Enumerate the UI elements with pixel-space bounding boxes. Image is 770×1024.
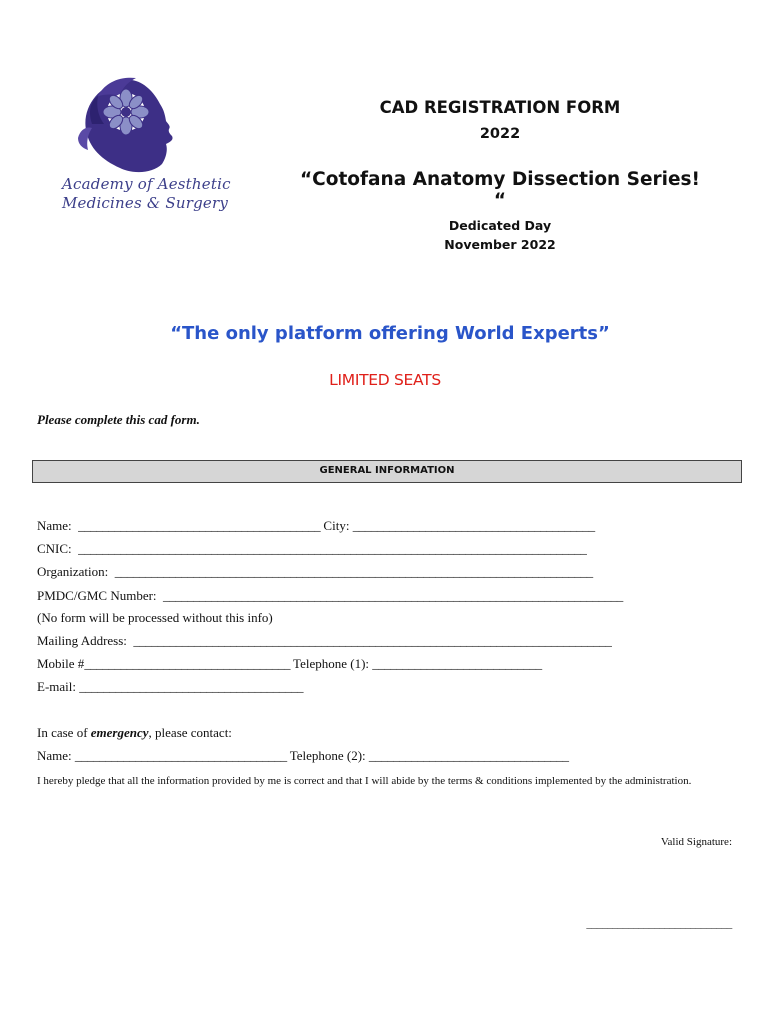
section-header-general-information bbox=[32, 460, 742, 483]
pledge-text: I hereby pledge that all the information provided by me is correct and that I will abide by the terms & conditions implemented by the administration. bbox=[37, 775, 692, 787]
mailing-address-field[interactable]: _______________________________________________________________________________ bbox=[133, 633, 612, 648]
limited-seats-notice: LIMITED SEATS bbox=[329, 371, 441, 389]
name-label: Name: bbox=[37, 518, 72, 533]
city-label: City: bbox=[323, 518, 350, 533]
section-label: GENERAL INFORMATION bbox=[319, 465, 455, 476]
email-field[interactable]: _____________________________________ bbox=[79, 679, 304, 694]
pmdc-row bbox=[37, 588, 623, 604]
email-label: E-mail: bbox=[37, 679, 76, 694]
series-title: “Cotofana Anatomy Dissection Series! “ bbox=[300, 169, 700, 211]
telephone2-label: Telephone (2): bbox=[289, 748, 366, 763]
emergency-intro bbox=[37, 725, 232, 741]
telephone1-label: Telephone (1): bbox=[293, 656, 370, 671]
name-city-row bbox=[37, 518, 595, 534]
emergency-intro-before: In case of bbox=[37, 725, 91, 740]
emergency-intro-after: , please contact: bbox=[148, 725, 232, 740]
dedicated-day: Dedicated Day bbox=[448, 218, 552, 233]
name-field[interactable]: ________________________________________ bbox=[78, 518, 321, 533]
mobile-label: Mobile # bbox=[37, 656, 85, 671]
signature-field[interactable]: ____________________________ bbox=[586, 918, 732, 930]
organization-label: Organization: bbox=[37, 564, 109, 579]
email-row bbox=[37, 679, 303, 695]
instructions: Please complete this cad form. bbox=[37, 412, 200, 427]
telephone1-field[interactable]: ____________________________ bbox=[372, 656, 542, 671]
pmdc-label: PMDC/GMC Number: bbox=[37, 588, 157, 603]
pmdc-note: (No form will be processed without this info) bbox=[37, 610, 273, 625]
logo-woman-silhouette-icon bbox=[58, 68, 228, 178]
cnic-label: CNIC: bbox=[37, 541, 72, 556]
logo-text-line-1: Academy of Aesthetic bbox=[62, 175, 231, 193]
mobile-field[interactable]: __________________________________ bbox=[84, 656, 291, 671]
organization-field[interactable]: _______________________________________________________________________________ bbox=[114, 564, 593, 579]
logo-text bbox=[62, 175, 232, 213]
city-field[interactable]: ________________________________________ bbox=[352, 518, 595, 533]
signature-label: Valid Signature: bbox=[660, 836, 732, 848]
telephone2-field[interactable]: _________________________________ bbox=[368, 748, 569, 763]
cnic-field[interactable]: ____________________________________________________________________________________ bbox=[78, 541, 587, 556]
emergency-name-field[interactable]: ___________________________________ bbox=[74, 748, 287, 763]
form-year: 2022 bbox=[479, 126, 521, 142]
organization-row bbox=[37, 564, 593, 580]
cnic-row bbox=[37, 541, 586, 557]
event-date: November 2022 bbox=[444, 237, 556, 252]
mailing-address-row bbox=[37, 633, 611, 649]
dedicated-day-block bbox=[300, 216, 700, 254]
form-title: CAD REGISTRATION FORM bbox=[379, 98, 621, 117]
mailing-address-label: Mailing Address: bbox=[37, 633, 127, 648]
logo-text-line-2: Medicines & Surgery bbox=[62, 194, 228, 212]
emergency-emphasis: emergency bbox=[90, 725, 149, 740]
tagline: “The only platform offering World Experts” bbox=[170, 323, 610, 344]
mobile-telephone-row bbox=[37, 656, 542, 672]
emergency-contact-row bbox=[37, 748, 569, 764]
emergency-name-label: Name: bbox=[37, 748, 72, 763]
pmdc-field[interactable]: ____________________________________________________________________________ bbox=[163, 588, 623, 603]
